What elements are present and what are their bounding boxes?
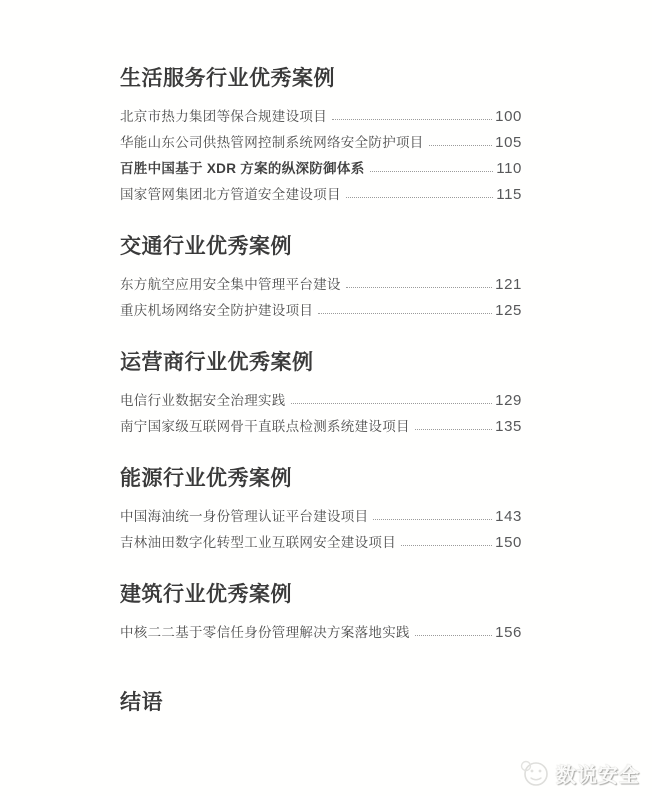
toc-entry-title: 重庆机场网络安全防护建设项目 (120, 303, 314, 318)
section-heading: 交通行业优秀案例 (120, 235, 292, 258)
dot-leader (346, 197, 493, 198)
toc-entry-title: 北京市热力集团等保合规建设项目 (120, 109, 327, 124)
toc-entry-title: 华能山东公司供热管网控制系统网络安全防护项目 (120, 135, 424, 150)
toc-entry[interactable] (120, 296, 522, 322)
toc-entry[interactable] (120, 180, 522, 206)
dot-leader (429, 145, 493, 146)
toc-entry[interactable] (120, 128, 522, 154)
toc-entry[interactable] (120, 102, 522, 128)
toc-entry-title: 南宁国家级互联网骨干直联点检测系统建设项目 (120, 419, 410, 434)
toc-entry-page: 125 (495, 301, 522, 319)
toc-entry[interactable] (120, 618, 522, 644)
conclusion-heading: 结语 (120, 691, 163, 714)
shushuo-anquan-logo-icon (518, 758, 550, 788)
toc-section-energy (120, 466, 522, 554)
toc-section-life-services (120, 66, 522, 206)
dot-leader (291, 403, 493, 404)
toc-entry[interactable] (120, 154, 522, 180)
toc-entry-page: 100 (495, 107, 522, 125)
dot-leader (318, 313, 492, 314)
section-heading: 能源行业优秀案例 (120, 467, 292, 490)
toc-entry-page: 110 (496, 159, 522, 177)
watermark (518, 758, 640, 788)
toc-entry-page: 150 (495, 533, 522, 551)
dot-leader (373, 519, 492, 520)
toc-entry-title: 百胜中国基于 XDR 方案的纵深防御体系 (120, 161, 365, 176)
toc-entry-page: 135 (495, 417, 522, 435)
toc-entry[interactable] (120, 528, 522, 554)
toc-entry-title: 东方航空应用安全集中管理平台建设 (120, 277, 341, 292)
dot-leader (370, 171, 494, 172)
toc-entry-page: 156 (495, 623, 522, 641)
section-heading: 生活服务行业优秀案例 (120, 67, 335, 90)
toc-entry-title: 中国海油统一身份管理认证平台建设项目 (120, 509, 369, 524)
toc-entry-title: 电信行业数据安全治理实践 (120, 393, 286, 408)
table-of-contents (120, 66, 522, 716)
toc-entry[interactable] (120, 412, 522, 438)
toc-entry[interactable] (120, 270, 522, 296)
section-heading: 建筑行业优秀案例 (120, 583, 292, 606)
toc-entry-page: 129 (495, 391, 522, 409)
toc-entry-title: 中核二二基于零信任身份管理解决方案落地实践 (120, 625, 410, 640)
dot-leader (401, 545, 492, 546)
dot-leader (346, 287, 492, 288)
dot-leader (332, 119, 492, 120)
toc-entry-page: 121 (495, 275, 522, 293)
toc-section-transportation (120, 234, 522, 322)
watermark-label: 数说安全 (556, 764, 640, 787)
toc-entry[interactable] (120, 386, 522, 412)
toc-entry-title: 国家管网集团北方管道安全建设项目 (120, 187, 341, 202)
section-heading: 运营商行业优秀案例 (120, 351, 314, 374)
toc-section-construction (120, 582, 522, 644)
toc-entry-page: 105 (495, 133, 522, 151)
toc-entry-title: 吉林油田数字化转型工业互联网安全建设项目 (120, 535, 396, 550)
toc-entry-page: 143 (495, 507, 522, 525)
dot-leader (415, 635, 492, 636)
toc-section-operators (120, 350, 522, 438)
dot-leader (415, 429, 492, 430)
toc-entry-page: 115 (496, 185, 522, 203)
toc-entry[interactable] (120, 502, 522, 528)
